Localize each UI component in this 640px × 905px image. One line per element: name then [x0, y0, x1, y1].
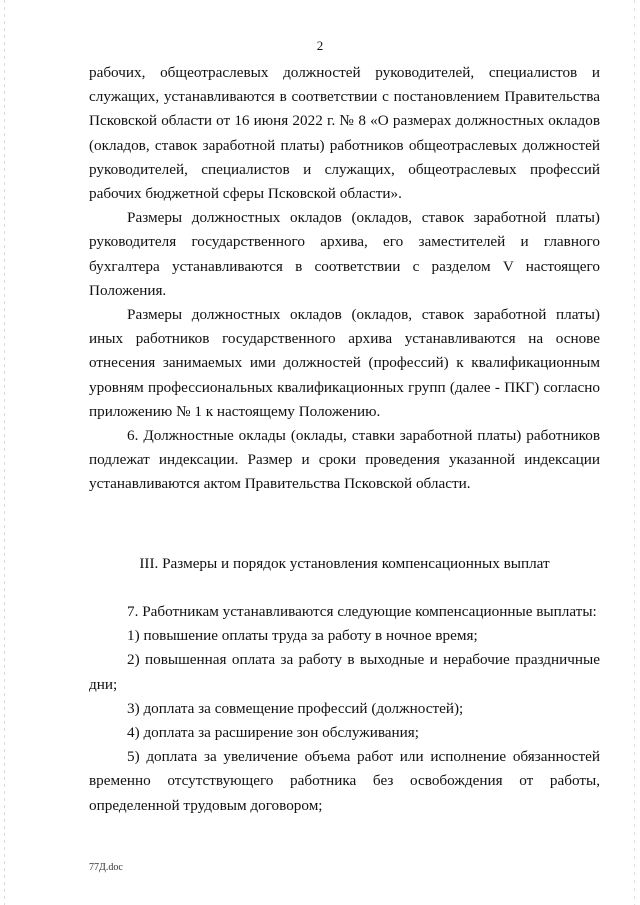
page-number: 2: [316, 38, 324, 53]
list-item: 2) повышенная оплата за работу в выходные и нерабочие праздничные дни;: [89, 651, 600, 693]
list-item: 4) доплата за расширение зон обслуживания;: [127, 724, 420, 742]
scan-edge-left: [4, 0, 5, 905]
list-item: 3) доплата за совмещение профессий (должностей);: [127, 699, 464, 717]
paragraph-2: Размеры должностных окладов (окладов, ставок заработной платы) руководителя государственного архива, его заместителей и главного бухгалтера устанавливаются в соответствии с разделом V настоящего Положения.: [89, 209, 600, 299]
file-name-footer: 77Д.doc: [89, 862, 123, 873]
list-item: 5) доплата за увеличение объема работ или исполнение обязанностей временно отсутствующего работника без освобождения от работы, определенной трудовым договором;: [89, 748, 600, 814]
list-item: 1) повышение оплаты труда за работу в ночное время;: [127, 627, 478, 645]
paragraph-1: рабочих, общеотраслевых должностей руководителей, специалистов и служащих, устанавливаются в соответствии с постановлением Правительства Псковской области от 16 июня 2022 г. № 8 «О размерах должностных окладов (окладов, ставок заработной платы) работников общеотраслевых должностей руководителей, специалистов и служащих, общеотраслевых профессий рабочих бюджетной сферы Псковской области».: [89, 64, 600, 203]
body-text: [89, 61, 600, 497]
section-heading: III. Размеры и порядок установления компенсационных выплат: [139, 555, 550, 572]
compensation-list: [89, 600, 600, 818]
paragraph-3: Размеры должностных окладов (окладов, ставок заработной платы) иных работников государственного архива устанавливаются на основе отнесения занимаемых ими должностей (профессий) к квалификационным уровням профессиональных квалификационных групп (далее - ПКГ) согласно приложению № 1 к настоящему Положению.: [89, 306, 600, 420]
list-intro: 7. Работникам устанавливаются следующие компенсационные выплаты:: [127, 603, 597, 620]
paragraph-4: 6. Должностные оклады (оклады, ставки заработной платы) работников подлежат индексации. Размер и сроки проведения указанной индексации устанавливаются актом Правительства Псковской области.: [89, 427, 600, 493]
scan-edge-right: [634, 0, 635, 905]
